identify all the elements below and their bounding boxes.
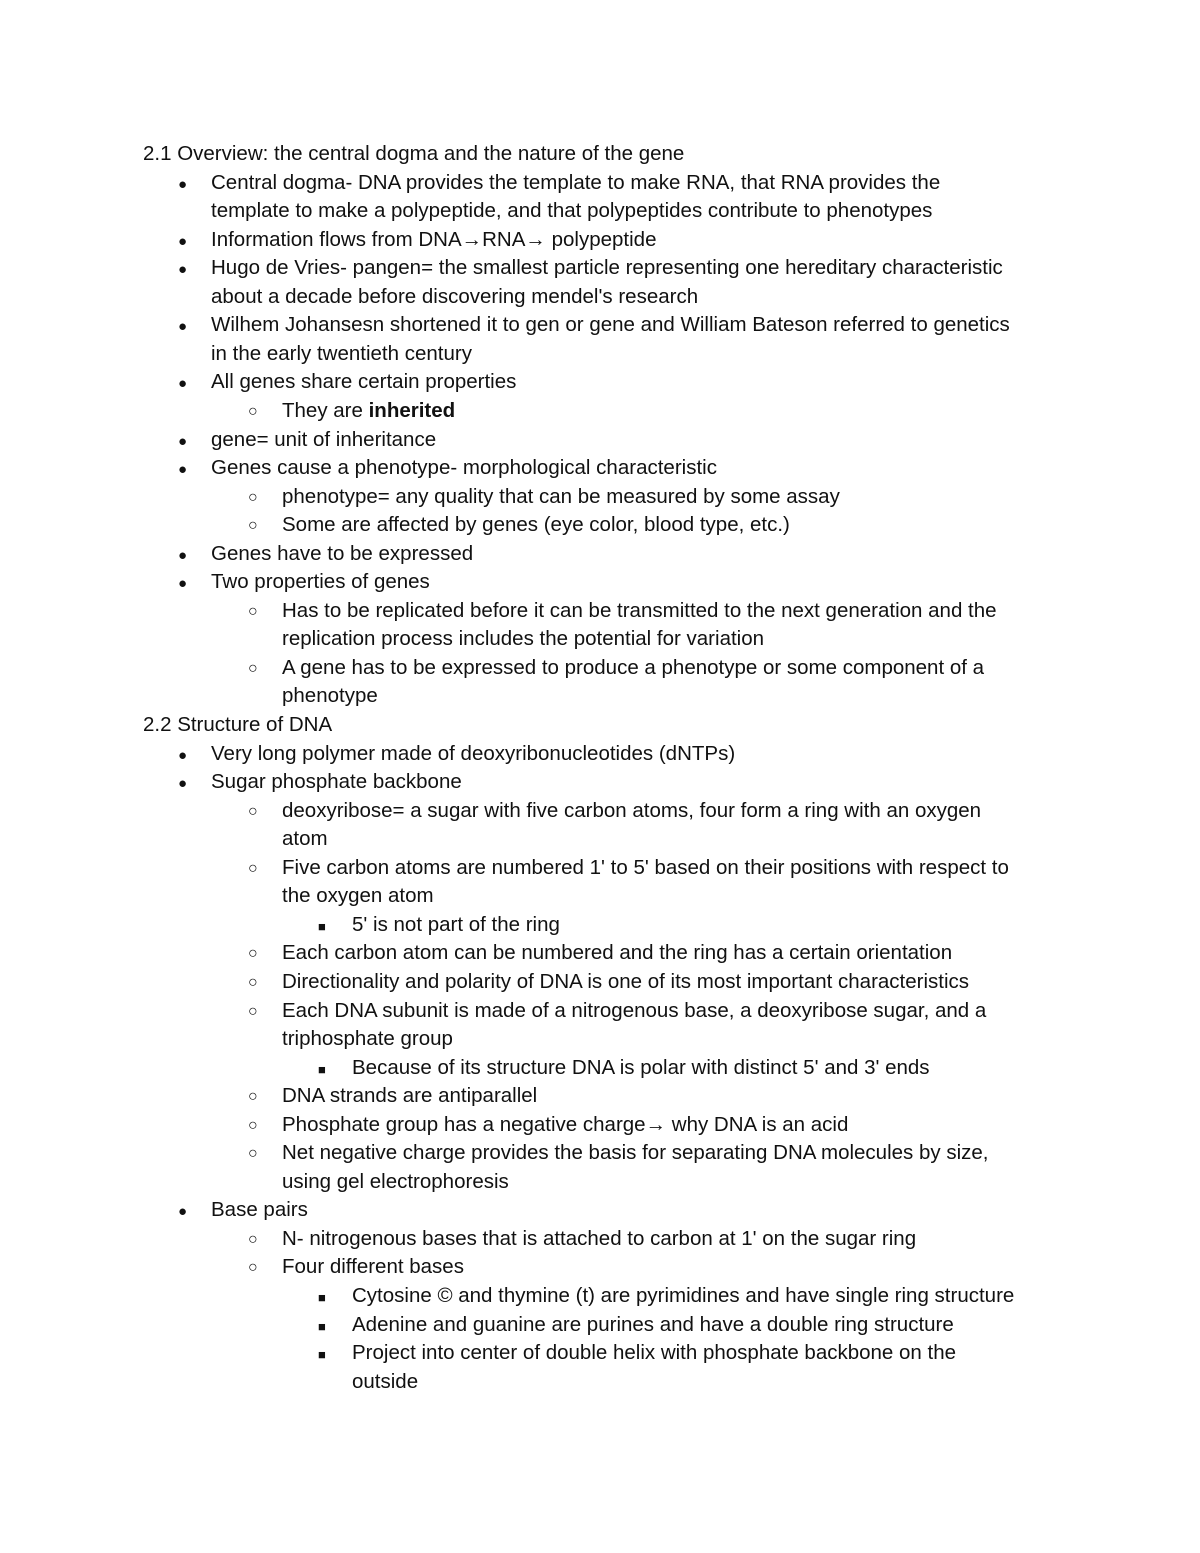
list-item xyxy=(282,1226,916,1252)
list-item-text: Each carbon atom can be numbered and the ring has a certain orientation xyxy=(282,941,953,965)
list-item xyxy=(211,569,430,595)
list-item-continuation xyxy=(211,284,698,310)
list-item-text: 5' is not part of the ring xyxy=(352,912,560,936)
list-item-text: in the early twentieth century xyxy=(211,341,472,365)
bullet-circle-icon: ○ xyxy=(248,973,258,991)
list-item xyxy=(211,741,735,767)
list-item-continuation xyxy=(282,1169,509,1195)
list-item-text: DNA strands are antiparallel xyxy=(282,1084,538,1108)
list-item xyxy=(282,1083,537,1109)
list-item xyxy=(352,1283,1014,1309)
bullet-disc-icon: ● xyxy=(178,775,188,793)
list-item-text: N- nitrogenous bases that is attached to carbon at 1' on the sugar ring xyxy=(282,1226,917,1250)
list-item xyxy=(211,255,1003,281)
bullet-square-icon: ■ xyxy=(318,1318,326,1334)
list-item xyxy=(211,541,473,567)
list-item-text: Genes cause a phenotype- morphological characteristic xyxy=(211,456,717,480)
list-item xyxy=(352,912,560,938)
list-item xyxy=(282,398,455,424)
list-item-text: Five carbon atoms are numbered 1' to 5' based on their positions with respect to xyxy=(282,855,1009,879)
list-item xyxy=(211,455,717,481)
list-item xyxy=(282,798,981,824)
bullet-circle-icon: ○ xyxy=(248,402,258,420)
bullet-circle-icon: ○ xyxy=(248,1002,258,1020)
list-item xyxy=(352,1312,954,1338)
list-item xyxy=(211,170,940,196)
list-item xyxy=(282,998,986,1024)
list-item xyxy=(211,769,462,795)
list-item-text: Very long polymer made of deoxyribonucleotides (dNTPs) xyxy=(211,741,736,765)
bullet-circle-icon: ○ xyxy=(248,659,258,677)
list-item-text: atom xyxy=(282,827,328,851)
list-item-text: triphosphate group xyxy=(282,1027,453,1051)
bullet-square-icon: ■ xyxy=(318,918,326,934)
bold-term: inherited xyxy=(368,398,456,422)
list-item xyxy=(282,484,840,510)
list-item xyxy=(211,312,1010,338)
list-item-continuation xyxy=(352,1369,418,1395)
bullet-disc-icon: ● xyxy=(178,746,188,764)
list-item-text: replication process includes the potential for variation xyxy=(282,627,765,651)
list-item-text: Central dogma- DNA provides the template to make RNA, that RNA provides the xyxy=(211,170,941,194)
list-item xyxy=(282,1112,848,1138)
bullet-disc-icon: ● xyxy=(178,261,188,279)
bullet-disc-icon: ● xyxy=(178,546,188,564)
bullet-disc-icon: ● xyxy=(178,318,188,336)
list-item-text: Some are affected by genes (eye color, blood type, etc.) xyxy=(282,513,790,537)
section-heading: 2.1 Overview: the central dogma and the nature of the gene xyxy=(143,142,685,165)
bullet-square-icon: ■ xyxy=(318,1061,326,1077)
list-item-text: They are xyxy=(282,398,369,422)
list-item xyxy=(211,227,656,253)
bullet-circle-icon: ○ xyxy=(248,1145,258,1163)
list-item xyxy=(282,512,790,538)
bullet-circle-icon: ○ xyxy=(248,1230,258,1248)
bullet-circle-icon: ○ xyxy=(248,1088,258,1106)
list-item xyxy=(282,1254,464,1280)
list-item-text: template to make a polypeptide, and that polypeptides contribute to phenotypes xyxy=(211,199,933,223)
bullet-disc-icon: ● xyxy=(178,1203,188,1221)
list-item xyxy=(211,427,436,453)
list-item xyxy=(282,940,952,966)
list-item xyxy=(211,1197,308,1223)
list-item-text: Information flows from DNA→RNA→ polypeptide xyxy=(211,227,657,251)
list-item-text: deoxyribose= a sugar with five carbon atoms, four form a ring with an oxygen xyxy=(282,798,982,822)
bullet-disc-icon: ● xyxy=(178,432,188,450)
list-item-continuation xyxy=(282,683,378,709)
list-item-text: the oxygen atom xyxy=(282,884,434,908)
bullet-circle-icon: ○ xyxy=(248,945,258,963)
list-item xyxy=(282,1140,988,1166)
bullet-disc-icon: ● xyxy=(178,575,188,593)
list-item-continuation xyxy=(282,626,764,652)
list-item-text: A gene has to be expressed to produce a phenotype or some component of a xyxy=(282,655,985,679)
bullet-disc-icon: ● xyxy=(178,232,188,250)
bullet-circle-icon: ○ xyxy=(248,488,258,506)
bullet-circle-icon: ○ xyxy=(248,1259,258,1277)
list-item-continuation xyxy=(211,198,932,224)
list-item-text: Net negative charge provides the basis for separating DNA molecules by size, xyxy=(282,1141,989,1165)
list-item-text: gene= unit of inheritance xyxy=(211,427,437,451)
list-item xyxy=(211,369,516,395)
bullet-circle-icon: ○ xyxy=(248,602,258,620)
list-item-text: Phosphate group has a negative charge→ why DNA is an acid xyxy=(282,1112,849,1136)
list-item-text: phenotype xyxy=(282,684,378,708)
list-item-text: Genes have to be expressed xyxy=(211,541,474,565)
list-item-continuation xyxy=(282,883,434,909)
list-item-text: Has to be replicated before it can be transmitted to the next generation and the xyxy=(282,598,997,622)
list-item-text: Each DNA subunit is made of a nitrogenous base, a deoxyribose sugar, and a xyxy=(282,998,987,1022)
list-item-text: Wilhem Johansesn shortened it to gen or gene and William Bateson referred to genetics xyxy=(211,313,1010,337)
list-item-text: phenotype= any quality that can be measured by some assay xyxy=(282,484,840,508)
list-item xyxy=(282,598,997,624)
bullet-square-icon: ■ xyxy=(318,1290,326,1305)
list-item xyxy=(352,1055,930,1081)
list-item-text: Base pairs xyxy=(211,1198,308,1222)
list-item xyxy=(282,655,984,681)
bullet-circle-icon: ○ xyxy=(248,517,258,535)
bullet-circle-icon: ○ xyxy=(248,859,258,877)
list-item xyxy=(352,1340,956,1366)
list-item-text: Cytosine © and thymine (t) are pyrimidines and have single ring structure xyxy=(352,1284,1015,1307)
list-item-text: Two properties of genes xyxy=(211,570,430,594)
list-item-text: Because of its structure DNA is polar with distinct 5' and 3' ends xyxy=(352,1055,930,1079)
bullet-circle-icon: ○ xyxy=(248,1116,258,1134)
list-item-text: using gel electrophoresis xyxy=(282,1169,509,1193)
list-item-text: All genes share certain properties xyxy=(211,370,517,394)
list-item-text: Adenine and guanine are purines and have a double ring structure xyxy=(352,1312,954,1336)
list-item-text: Sugar phosphate backbone xyxy=(211,770,462,794)
section-heading: 2.2 Structure of DNA xyxy=(143,713,333,736)
bullet-square-icon: ■ xyxy=(318,1347,326,1363)
list-item-text: Directionality and polarity of DNA is one of its most important characteristics xyxy=(282,969,970,993)
list-item-continuation xyxy=(282,826,328,852)
bullet-disc-icon: ● xyxy=(178,461,188,479)
bullet-disc-icon: ● xyxy=(178,175,188,193)
list-item-text: outside xyxy=(352,1369,419,1393)
list-item-text: Project into center of double helix with phosphate backbone on the xyxy=(352,1341,957,1365)
list-item-text: Hugo de Vries- pangen= the smallest particle representing one hereditary characteristic xyxy=(211,256,1003,280)
list-item xyxy=(282,969,969,995)
list-item-continuation xyxy=(211,341,472,367)
list-item-text: about a decade before discovering mendel's research xyxy=(211,284,699,308)
list-item xyxy=(282,855,1009,881)
list-item-text: Four different bases xyxy=(282,1255,464,1279)
bullet-circle-icon: ○ xyxy=(248,802,258,820)
bullet-disc-icon: ● xyxy=(178,375,188,393)
list-item-continuation xyxy=(282,1026,453,1052)
